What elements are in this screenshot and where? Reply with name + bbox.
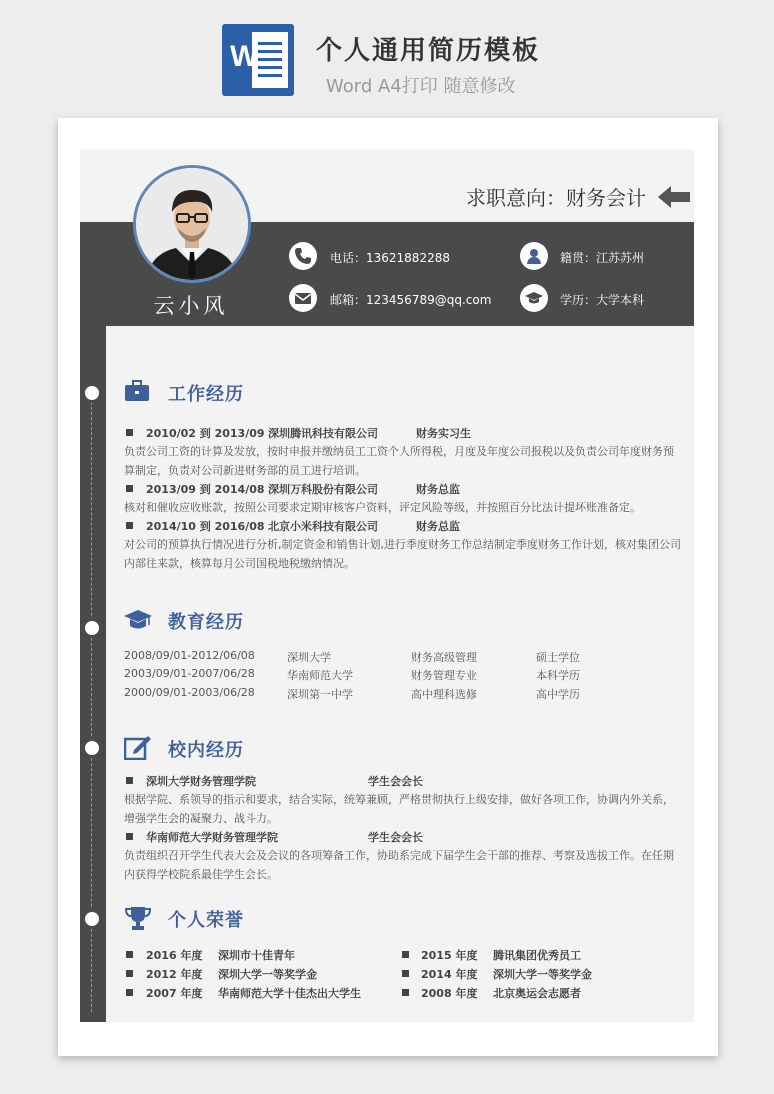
- bullet-icon: [126, 989, 133, 996]
- edu-period: 2003/09/01-2007/06/28: [124, 667, 255, 680]
- graduation-cap-icon: [520, 284, 548, 312]
- honor-name: 深圳大学一等奖学金: [218, 968, 317, 981]
- bullet-icon: [402, 989, 409, 996]
- briefcase-icon: [124, 379, 150, 403]
- bullet-icon: [126, 429, 133, 436]
- work-description: 核对和催收应收账款，按照公司要求定期审核客户资料，评定风险等级，并按照百分比法计提坏账准备定。: [124, 501, 641, 514]
- bullet-icon: [126, 522, 133, 529]
- phone-icon: [289, 242, 317, 270]
- avatar: [133, 165, 251, 283]
- contact-hometown: 籍贯：江苏苏州: [560, 251, 645, 265]
- section-title-campus: 校内经历: [168, 740, 244, 761]
- section-title-education: 教育经历: [168, 612, 244, 633]
- campus-description: 根据学院、系领导的指示和要求，结合实际，统筹兼顾，严格贯彻执行上级安排，做好各项工作，协调内外关系，增强学生会的凝聚力、战斗力。: [124, 793, 674, 825]
- edu-degree: 高中学历: [536, 688, 580, 701]
- candidate-name: 云小风: [153, 294, 229, 318]
- honor-year: 2015 年度: [421, 949, 478, 962]
- bullet-icon: [126, 833, 133, 840]
- edu-school: 华南师范大学: [287, 669, 353, 682]
- work-company: 深圳万科股份有限公司: [268, 483, 378, 496]
- bullet-icon: [126, 485, 133, 492]
- campus-role: 学生会会长: [368, 775, 423, 788]
- timeline-dot: [82, 909, 102, 929]
- timeline-dot: [82, 738, 102, 758]
- contact-email: 邮箱：123456789@qq.com: [330, 293, 492, 307]
- honor-year: 2012 年度: [146, 968, 203, 981]
- honor-year: 2008 年度: [421, 987, 478, 1000]
- edu-major: 财务高级管理: [411, 651, 477, 664]
- person-icon: [520, 242, 548, 270]
- edu-school: 深圳大学: [287, 651, 331, 664]
- bullet-icon: [402, 951, 409, 958]
- work-period: 2013/09 到 2014/08: [146, 483, 265, 496]
- bullet-icon: [126, 777, 133, 784]
- honor-name: 深圳大学一等奖学金: [493, 968, 592, 981]
- edu-degree: 硕士学位: [536, 651, 580, 664]
- work-description: 负责公司工资的计算及发放，按时申报并缴纳员工工资个人所得税，月度及年度公司报税以及负责公司年度财务预算制定，负责对公司新进财务部的员工进行培训。: [124, 445, 674, 477]
- word-icon: W: [222, 24, 294, 96]
- honor-name: 深圳市十佳青年: [218, 949, 295, 962]
- edu-school: 深圳第一中学: [287, 688, 353, 701]
- edu-major: 财务管理专业: [411, 669, 477, 682]
- section-title-work: 工作经历: [168, 384, 244, 405]
- honor-year: 2014 年度: [421, 968, 478, 981]
- trophy-icon: [125, 905, 151, 931]
- campus-org: 华南师范大学财务管理学院: [146, 831, 278, 844]
- work-period: 2014/10 到 2016/08: [146, 520, 265, 533]
- work-role: 财务总监: [416, 483, 460, 496]
- template-title: 个人通用简历模板: [316, 36, 541, 66]
- contact-education: 学历：大学本科: [560, 293, 645, 307]
- honor-name: 腾讯集团优秀员工: [493, 949, 581, 962]
- job-objective: 求职意向：财务会计: [466, 186, 646, 210]
- template-header: [0, 0, 774, 118]
- edit-icon: [124, 734, 152, 760]
- arrow-left-icon: [658, 186, 690, 208]
- honor-year: 2007 年度: [146, 987, 203, 1000]
- campus-org: 深圳大学财务管理学院: [146, 775, 256, 788]
- work-role: 财务总监: [416, 520, 460, 533]
- email-icon: [289, 284, 317, 312]
- work-company: 深圳腾讯科技有限公司: [268, 427, 378, 440]
- honor-year: 2016 年度: [146, 949, 203, 962]
- timeline-dot: [82, 618, 102, 638]
- edu-major: 高中理科选修: [411, 688, 477, 701]
- work-company: 北京小米科技有限公司: [268, 520, 378, 533]
- bullet-icon: [126, 951, 133, 958]
- campus-description: 负责组织召开学生代表大会及会议的各项筹备工作，协助系完成下届学生会干部的推荐、考察及选拔工作。在任期内获得学校院系最佳学生会长。: [124, 849, 674, 881]
- graduation-cap-icon: [124, 608, 152, 632]
- campus-role: 学生会会长: [368, 831, 423, 844]
- section-title-honors: 个人荣誉: [168, 910, 244, 931]
- work-period: 2010/02 到 2013/09: [146, 427, 265, 440]
- honor-name: 北京奥运会志愿者: [493, 987, 581, 1000]
- honor-name: 华南师范大学十佳杰出大学生: [218, 987, 361, 1000]
- edu-degree: 本科学历: [536, 669, 580, 682]
- edu-period: 2000/09/01-2003/06/28: [124, 686, 255, 699]
- contact-phone: 电话：13621882288: [330, 251, 450, 265]
- edu-period: 2008/09/01-2012/06/08: [124, 649, 255, 662]
- template-subtitle: Word A4打印 随意修改: [326, 76, 516, 97]
- bullet-icon: [126, 970, 133, 977]
- work-role: 财务实习生: [416, 427, 471, 440]
- timeline-dot: [82, 383, 102, 403]
- bullet-icon: [402, 970, 409, 977]
- work-description: 对公司的预算执行情况进行分析,制定资金和销售计划,进行季度财务工作总结制定季度财务工作计划，核对集团公司内部往来款，核算每月公司国税地税缴纳情况。: [124, 538, 681, 570]
